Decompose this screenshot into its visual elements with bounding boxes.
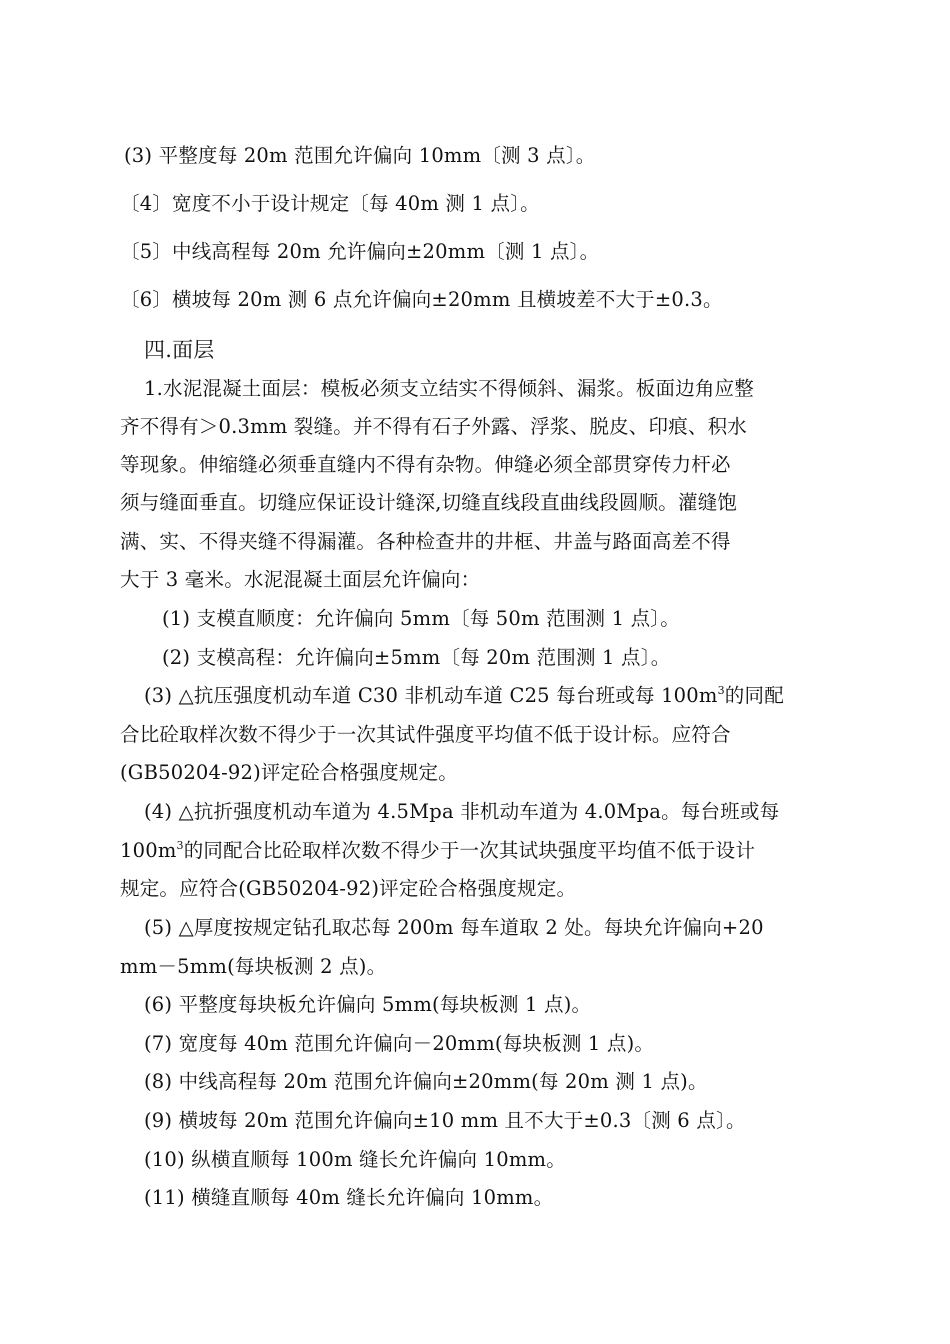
- item-3-text-b: 的同配: [724, 684, 784, 707]
- item-top-6: 〔6〕横坡每 20m 测 6 点允许偏向±20mm 且横坡差不大于±0.3。: [120, 288, 723, 311]
- item-11: (11) 横缝直顺每 40m 缝长允许偏向 10mm。: [144, 1186, 554, 1209]
- item-3-superscript: 3: [717, 683, 725, 697]
- item-9: (9) 横坡每 20m 范围允许偏向±10 mm 且不大于±0.3〔测 6 点〕。: [144, 1109, 746, 1132]
- para1-line-6: 大于 3 毫米。水泥混凝土面层允许偏向：: [120, 568, 481, 591]
- item-3-line-1: [144, 683, 784, 709]
- para1-line-4: 须与缝面垂直。切缝应保证设计缝深,切缝直线段直曲线段圆顺。灌缝饱: [120, 491, 738, 514]
- item-4-text-b: 的同配合比砼取样次数不得少于一次其试块强度平均值不低于设计: [183, 839, 756, 862]
- item-3-line-3: (GB50204-92)评定砼合格强度规定。: [120, 761, 458, 784]
- para1-line-1: 1.水泥混凝土面层：模板必须支立结实不得倾斜、漏浆。板面边角应整: [144, 377, 755, 400]
- item-7: (7) 宽度每 40m 范围允许偏向－20mm(每块板测 1 点)。: [144, 1032, 655, 1055]
- item-10: (10) 纵横直顺每 100m 缝长允许偏向 10mm。: [144, 1148, 566, 1171]
- section-heading: 四.面层: [144, 338, 215, 362]
- item-top-4: 〔4〕宽度不小于设计规定〔每 40m 测 1 点〕。: [120, 192, 540, 215]
- item-3-text-a: (3) △抗压强度机动车道 C30 非机动车道 C25 每台班或每 100m: [144, 684, 718, 707]
- item-5-line-2: mm－5mm(每块板测 2 点)。: [120, 955, 387, 978]
- item-5-line-1: (5) △厚度按规定钻孔取芯每 200m 每车道取 2 处。每块允许偏向+20: [144, 916, 764, 939]
- para1-line-2: 齐不得有＞0.3mm 裂缝。并不得有石子外露、浮浆、脱皮、印痕、积水: [120, 415, 747, 438]
- item-6: (6) 平整度每块板允许偏向 5mm(每块板测 1 点)。: [144, 993, 592, 1016]
- item-1: (1) 支模直顺度：允许偏向 5mm〔每 50m 范围测 1 点〕。: [162, 607, 680, 630]
- item-2: (2) 支模高程：允许偏向±5mm〔每 20m 范围测 1 点〕。: [162, 646, 671, 669]
- item-8: (8) 中线高程每 20m 范围允许偏向±20mm(每 20m 测 1 点)。: [144, 1070, 708, 1093]
- item-4-line-3: 规定。应符合(GB50204-92)评定砼合格强度规定。: [120, 877, 577, 900]
- item-top-3: (3) 平整度每 20m 范围允许偏向 10mm〔测 3 点〕。: [124, 144, 596, 167]
- para1-line-5: 满、实、不得夹缝不得漏灌。各种检查井的井框、井盖与路面高差不得: [120, 530, 731, 553]
- item-top-5: 〔5〕中线高程每 20m 允许偏向±20mm〔测 1 点〕。: [120, 240, 600, 263]
- item-3-line-2: 合比砼取样次数不得少于一次其试件强度平均值不低于设计标。应符合: [120, 723, 731, 746]
- item-4-superscript: 3: [176, 838, 184, 852]
- item-4-line-1: (4) △抗折强度机动车道为 4.5Mpa 非机动车道为 4.0Mpa。每台班或每: [144, 800, 780, 823]
- item-4-text-a: 100m: [120, 839, 177, 862]
- item-4-line-2: [120, 838, 755, 864]
- para1-line-3: 等现象。伸缩缝必须垂直缝内不得有杂物。伸缝必须全部贯穿传力杆必: [120, 453, 731, 476]
